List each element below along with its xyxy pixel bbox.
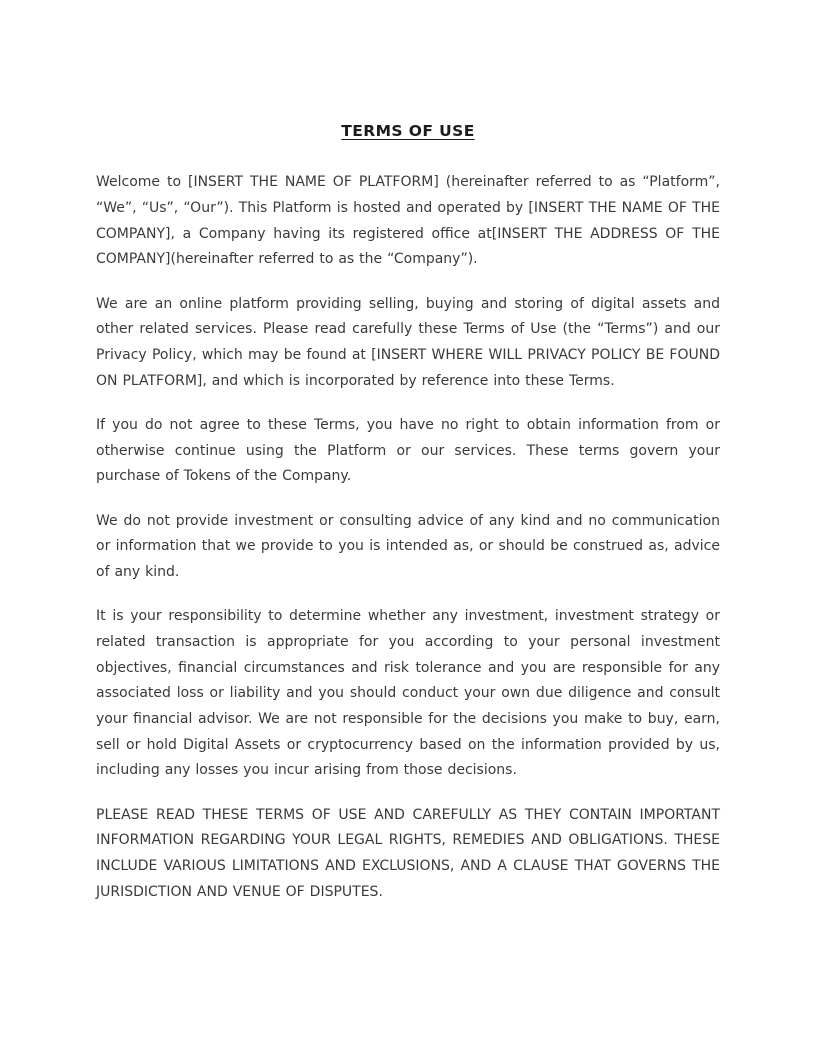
- paragraph-platform-description: We are an online platform providing selling, buying and storing of digital assets and other related services. Please read carefully these Terms of Use (the “Terms”) and our Privacy Policy, which may be found at [INSERT WHERE WILL PRIVACY POLICY BE FOUND ON PLATFORM], and which is incorporated by reference into these Terms.: [96, 295, 720, 389]
- paragraph-agreement: If you do not agree to these Terms, you have no right to obtain information from or otherwise continue using the Platform or our services. These terms govern your purchase of Tokens of the Company.: [96, 417, 720, 485]
- paragraph-no-advice: We do not provide investment or consulting advice of any kind and no communication or information that we provide to you is intended as, or should be construed as, advice of any kind.: [96, 512, 720, 581]
- paragraph-responsibility: It is your responsibility to determine whether any investment, investment strategy or related transaction is appropriate for you according to your personal investment objectives, financial circumstances and risk tolerance and you are responsible for any associated loss or liability and you should conduct your own due diligence and consult your financial advisor. We are not responsible for the decisions you make to buy, earn, sell or hold Digital Assets or cryptocurrency based on the information provided by us, including any losses you incur arising from those decisions.: [96, 608, 720, 779]
- paragraph-welcome: Welcome to [INSERT THE NAME OF PLATFORM] (hereinafter referred to as “Platform”, “We”, “Us”, “Our”). This Platform is hosted and operated by [INSERT THE NAME OF THE COMPANY], a Company having its registered office at[INSERT THE ADDRESS OF THE COMPANY](hereinafter referred to as the “Company”).: [96, 174, 720, 268]
- paragraph-legal-notice: PLEASE READ THESE TERMS OF USE AND CAREFULLY AS THEY CONTAIN IMPORTANT INFORMATION REGARDING YOUR LEGAL RIGHTS, REMEDIES AND OBLIGATIONS. THESE INCLUDE VARIOUS LIMITATIONS AND EXCLUSIONS, AND A CLAUSE THAT GOVERNS THE JURISDICTION AND VENUE OF DISPUTES.: [96, 806, 720, 900]
- page-title: TERMS OF USE: [341, 122, 475, 140]
